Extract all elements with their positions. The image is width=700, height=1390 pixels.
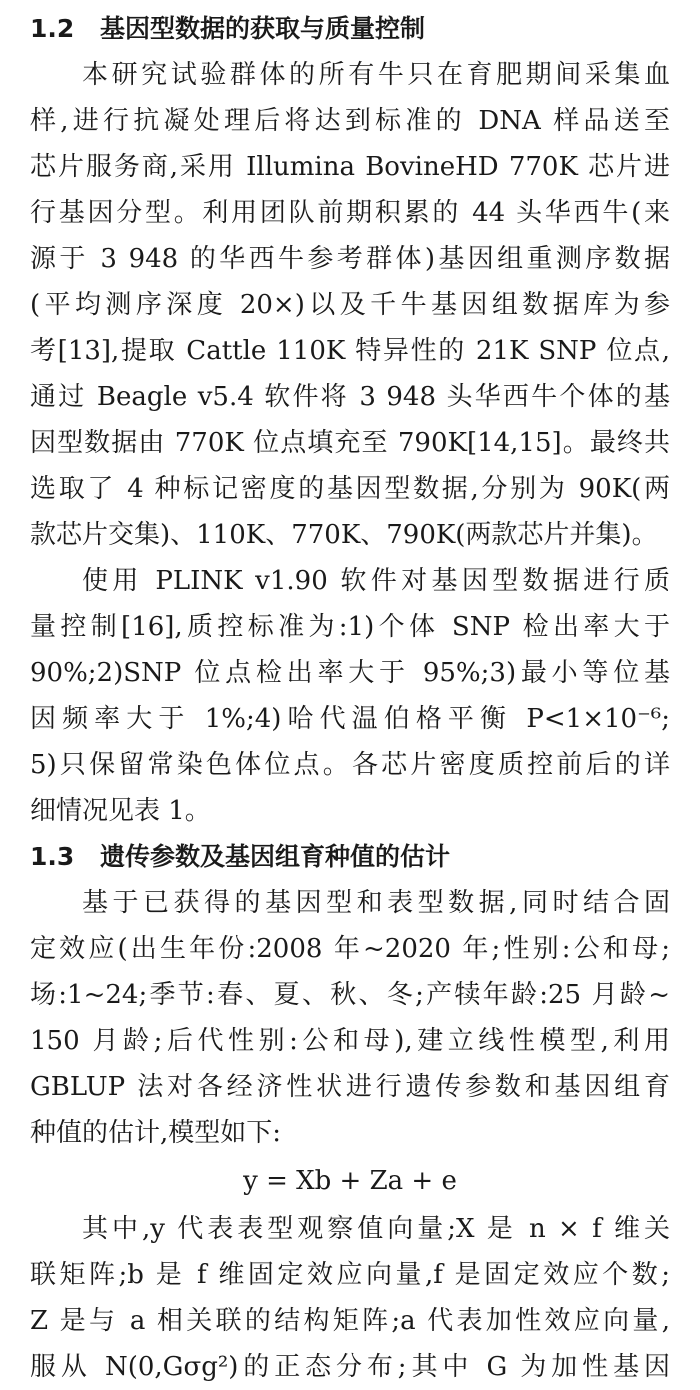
section-heading-1-2	[30, 6, 670, 52]
paragraph-line: 源于 3 948 的华西牛参考群体)基因组重测序数据	[30, 244, 670, 274]
paragraph-line: Z 是与 a 相关联的结构矩阵;a 代表加性效应向量,	[30, 1306, 670, 1336]
section-heading-1-3	[30, 834, 670, 880]
model-formula: y = Xb + Za + e	[243, 1166, 457, 1196]
paragraph-line: 服从 N(0,Gσg²)的正态分布;其中 G 为加性基因	[30, 1352, 670, 1382]
paragraph-line: 使用 PLINK v1.90 软件对基因型数据进行质	[82, 566, 670, 596]
paragraph-line: GBLUP 法对各经济性状进行遗传参数和基因组育	[30, 1072, 670, 1102]
paragraph-line: 150 月龄;后代性别:公和母),建立线性模型,利用	[30, 1026, 670, 1056]
paragraph-line: 种值的估计,模型如下:	[30, 1118, 282, 1148]
section-title: 基因型数据的获取与质量控制	[100, 14, 426, 43]
section-number: 1.2	[30, 14, 75, 43]
paragraph-line: 联矩阵;b 是 f 维固定效应向量,f 是固定效应个数;	[30, 1260, 670, 1290]
paragraph-line: 通过 Beagle v5.4 软件将 3 948 头华西牛个体的基	[30, 382, 670, 412]
section-number: 1.3	[30, 842, 75, 871]
paragraph-line: 本研究试验群体的所有牛只在育肥期间采集血	[82, 60, 670, 90]
paragraph-line: 因频率大于 1%;4)哈代温伯格平衡 P<1×10⁻⁶;	[30, 704, 670, 734]
paragraph-line: 样,进行抗凝处理后将达到标准的 DNA 样品送至	[30, 106, 670, 136]
paragraph-line: (平均测序深度 20×)以及千牛基因组数据库为参	[30, 290, 670, 320]
paragraph-line: 行基因分型。利用团队前期积累的 44 头华西牛(来	[30, 198, 670, 228]
paragraph-line: 定效应(出生年份:2008 年~2020 年;性别:公和母;	[30, 934, 670, 964]
paragraph-line: 90%;2)SNP 位点检出率大于 95%;3)最小等位基	[30, 658, 670, 688]
paragraph-line: 场:1~24;季节:春、夏、秋、冬;产犊年龄:25 月龄~	[30, 980, 670, 1010]
paragraph-line: 选取了 4 种标记密度的基因型数据,分别为 90K(两	[30, 474, 670, 504]
paragraph-line: 量控制[16],质控标准为:1)个体 SNP 检出率大于	[30, 612, 670, 642]
paragraph-line: 因型数据由 770K 位点填充至 790K[14,15]。最终共	[30, 428, 670, 458]
paragraph-line: 细情况见表 1。	[30, 796, 211, 826]
paragraph-line: 芯片服务商,采用 Illumina BovineHD 770K 芯片进	[30, 152, 670, 182]
section-title: 遗传参数及基因组育种值的估计	[100, 842, 451, 871]
paragraph-line: 基于已获得的基因型和表型数据,同时结合固	[82, 888, 670, 918]
paragraph-line: 5)只保留常染色体位点。各芯片密度质控前后的详	[30, 750, 670, 780]
paragraph-line: 其中,y 代表表型观察值向量;X 是 n × f 维关	[82, 1214, 670, 1244]
paragraph-line: 款芯片交集)、110K、770K、790K(两款芯片并集)。	[30, 520, 658, 550]
paragraph-line: 考[13],提取 Cattle 110K 特异性的 21K SNP 位点,	[30, 336, 670, 366]
